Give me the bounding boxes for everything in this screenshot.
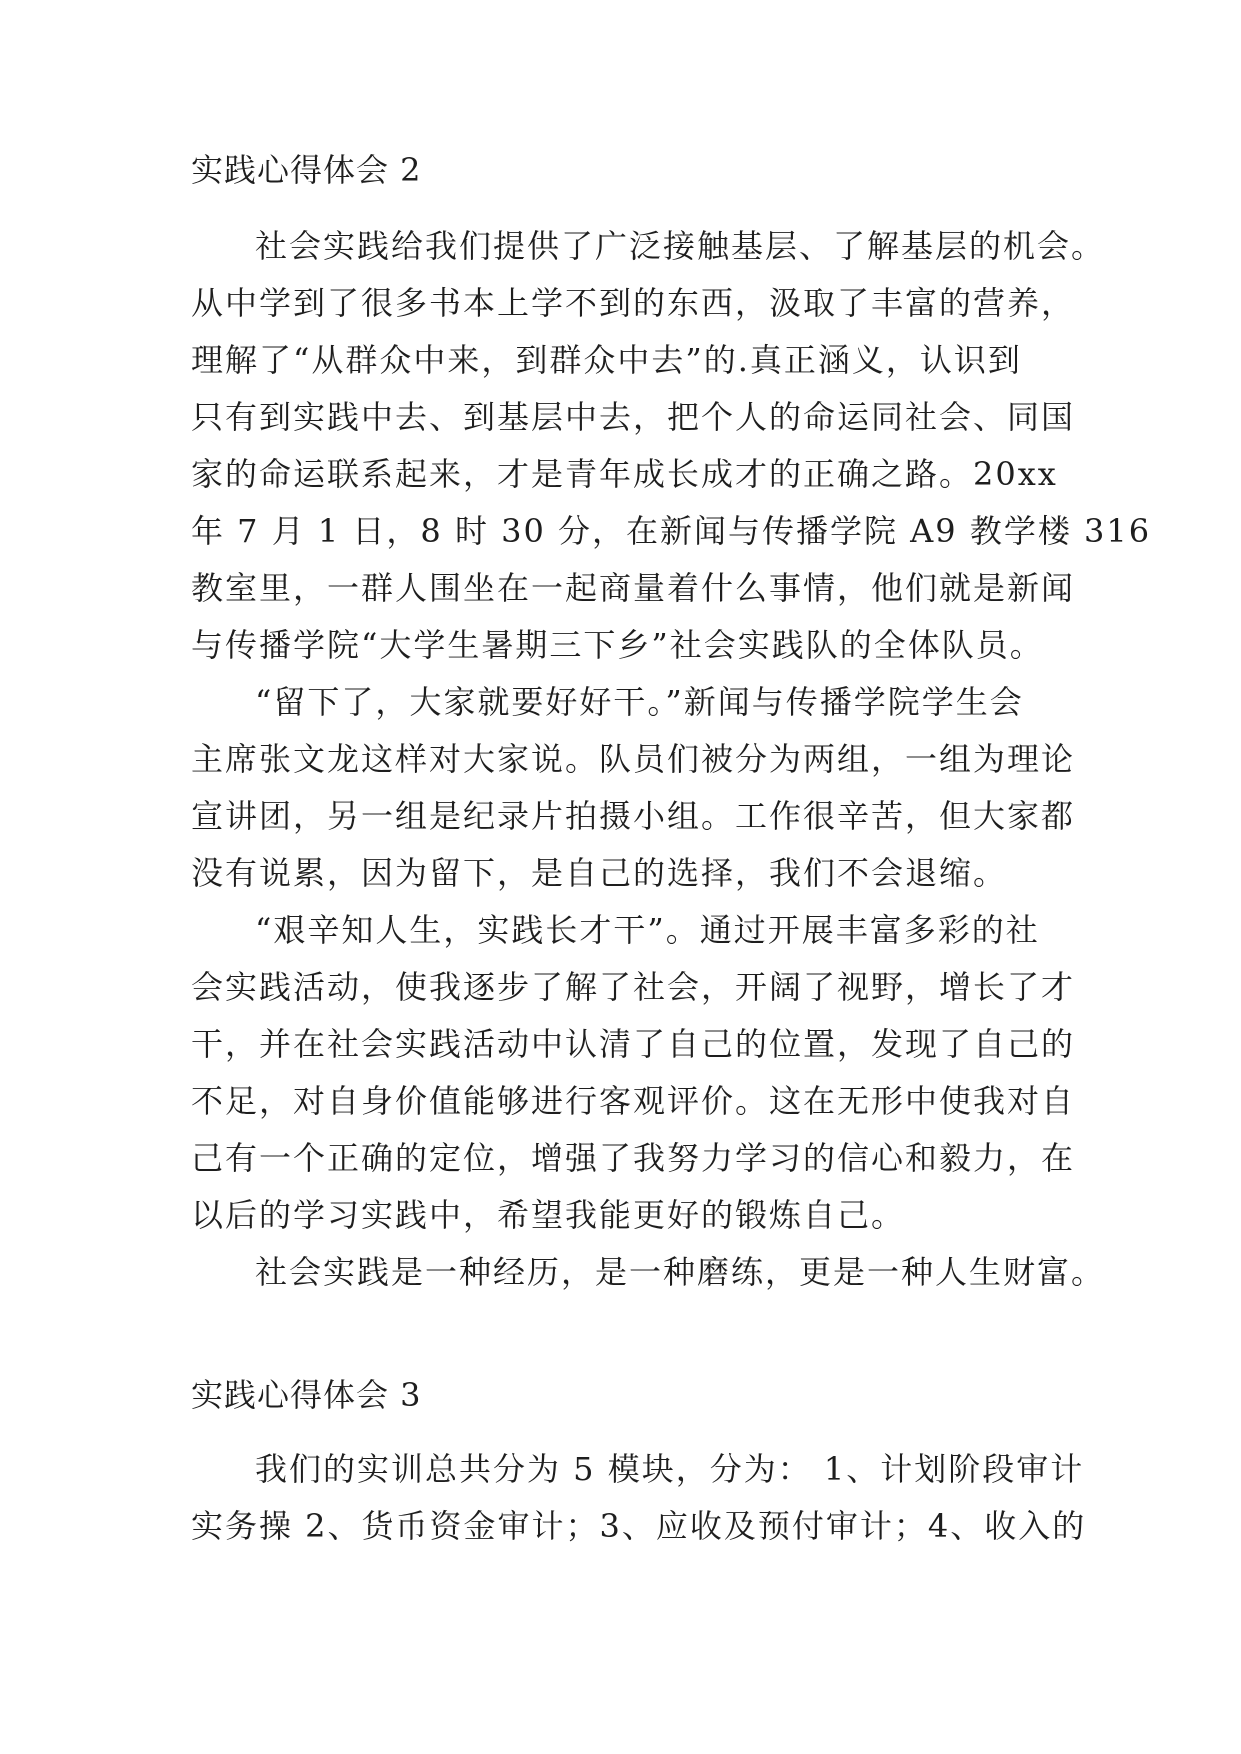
paragraph-line: “艰辛知人生，实践长才干”。通过开展丰富多彩的社 (255, 911, 1040, 949)
paragraph-line: 教室里，一群人围坐在一起商量着什么事情，他们就是新闻 (191, 569, 1076, 607)
paragraph-line: 宣讲团，另一组是纪录片拍摄小组。工作很辛苦，但大家都 (191, 797, 1076, 835)
paragraph-line: “留下了，大家就要好好干。”新闻与传播学院学生会 (255, 683, 1024, 721)
paragraph-line: 不足，对自身价值能够进行客观评价。这在无形中使我对自 (191, 1082, 1076, 1120)
paragraph-line: 我们的实训总共分为 5 模块，分为： 1、计划阶段审计 (255, 1450, 1085, 1488)
paragraph-line: 社会实践是一种经历，是一种磨练，更是一种人生财富。 (255, 1253, 1106, 1291)
section-heading: 实践心得体会 2 (191, 151, 422, 189)
paragraph-line: 与传播学院“大学生暑期三下乡”社会实践队的全体队员。 (191, 626, 1044, 664)
section-heading: 实践心得体会 3 (191, 1376, 422, 1414)
paragraph-line: 从中学到了很多书本上学不到的东西，汲取了丰富的营养， (191, 284, 1076, 322)
paragraph-line: 年 7 月 1 日，8 时 30 分，在新闻与传播学院 A9 教学楼 316 (191, 512, 1152, 550)
paragraph-line: 家的命运联系起来，才是青年成长成才的正确之路。20xx (191, 455, 1058, 493)
paragraph-line: 会实践活动，使我逐步了解了社会，开阔了视野，增长了才 (191, 968, 1076, 1006)
paragraph-line: 主席张文龙这样对大家说。队员们被分为两组，一组为理论 (191, 740, 1076, 778)
paragraph-line: 理解了“从群众中来，到群众中去”的.真正涵义，认识到 (191, 341, 1022, 379)
paragraph-line: 己有一个正确的定位，增强了我努力学习的信心和毅力，在 (191, 1139, 1076, 1177)
paragraph-line: 实务操 2、货币资金审计；3、应收及预付审计；4、收入的 (191, 1507, 1087, 1545)
paragraph-line: 只有到实践中去、到基层中去，把个人的命运同社会、同国 (191, 398, 1076, 436)
paragraph-line: 没有说累，因为留下，是自己的选择，我们不会退缩。 (191, 854, 1008, 892)
paragraph-line: 以后的学习实践中，希望我能更好的锻炼自己。 (191, 1196, 906, 1234)
paragraph-line: 干，并在社会实践活动中认清了自己的位置，发现了自己的 (191, 1025, 1076, 1063)
paragraph-line: 社会实践给我们提供了广泛接触基层、了解基层的机会。 (255, 227, 1106, 265)
